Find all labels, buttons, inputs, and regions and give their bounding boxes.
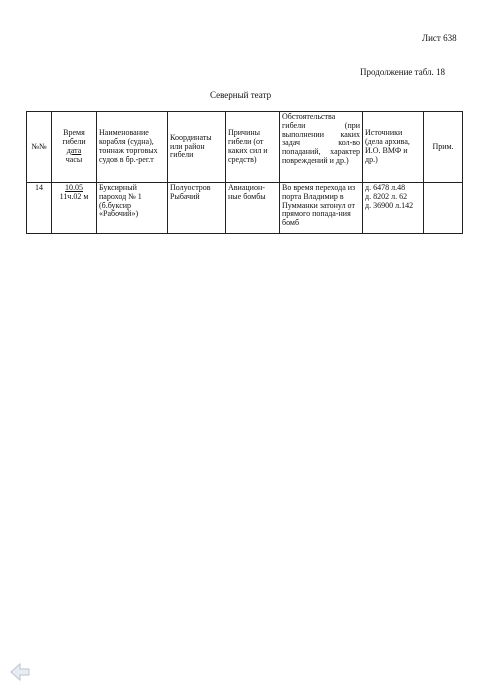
cell-sources [363, 183, 424, 234]
cell-circumstances: Во время перехода из порта Владимир в Пумманки затонул от прямого попада-ния бомб [280, 183, 363, 234]
header-notes: Прим. [424, 112, 463, 183]
losses-table [26, 111, 463, 234]
cell-date: 10.05 [65, 183, 83, 192]
section-title: Северный театр [210, 90, 272, 100]
table-row [27, 183, 463, 234]
sheet-number: Лист 638 [422, 33, 457, 43]
header-time-line3: дата [66, 146, 82, 155]
header-time-line2: гибели [62, 137, 86, 147]
header-causes: Причины гибели (от каких сил и средств) [226, 112, 280, 183]
source-line-1: д. 6478 л.48 [365, 183, 406, 192]
header-num: №№ [27, 112, 52, 183]
header-time-line1: Время [63, 128, 85, 138]
header-ship: Наименование корабля (судна), тоннаж торговых судов в бр.-рег.т [97, 112, 168, 183]
cell-coords: Полуостров Рыбачий [168, 183, 226, 234]
header-time-line4: часы [65, 154, 83, 164]
cell-ship: Буксирный пароход № 1 (б.буксир «Рабочий») [97, 183, 168, 234]
header-coords: Координаты или район гибели [168, 112, 226, 183]
header-sources: Источники (дела архива, И.О. ВМФ и др.) [363, 112, 424, 183]
source-line-3: д. 36900 л.142 [365, 200, 414, 210]
cell-hour: 11ч.02 м [59, 191, 89, 201]
back-arrow-icon[interactable] [8, 660, 32, 684]
header-circumstances: Обстоятельства гибели (при выполнении каких задач кол-во попаданий, характер повреждений и др.) [280, 112, 363, 183]
table-header-row [27, 112, 463, 183]
table-continuation-label: Продолжение табл. 18 [360, 67, 446, 77]
cell-num: 14 [27, 183, 52, 234]
cell-cause: Авиацион-ные бомбы [226, 183, 280, 234]
cell-notes [424, 183, 463, 234]
header-time [52, 112, 97, 183]
cell-time [52, 183, 97, 234]
source-line-2: д. 8202 л. 62 [365, 191, 408, 201]
